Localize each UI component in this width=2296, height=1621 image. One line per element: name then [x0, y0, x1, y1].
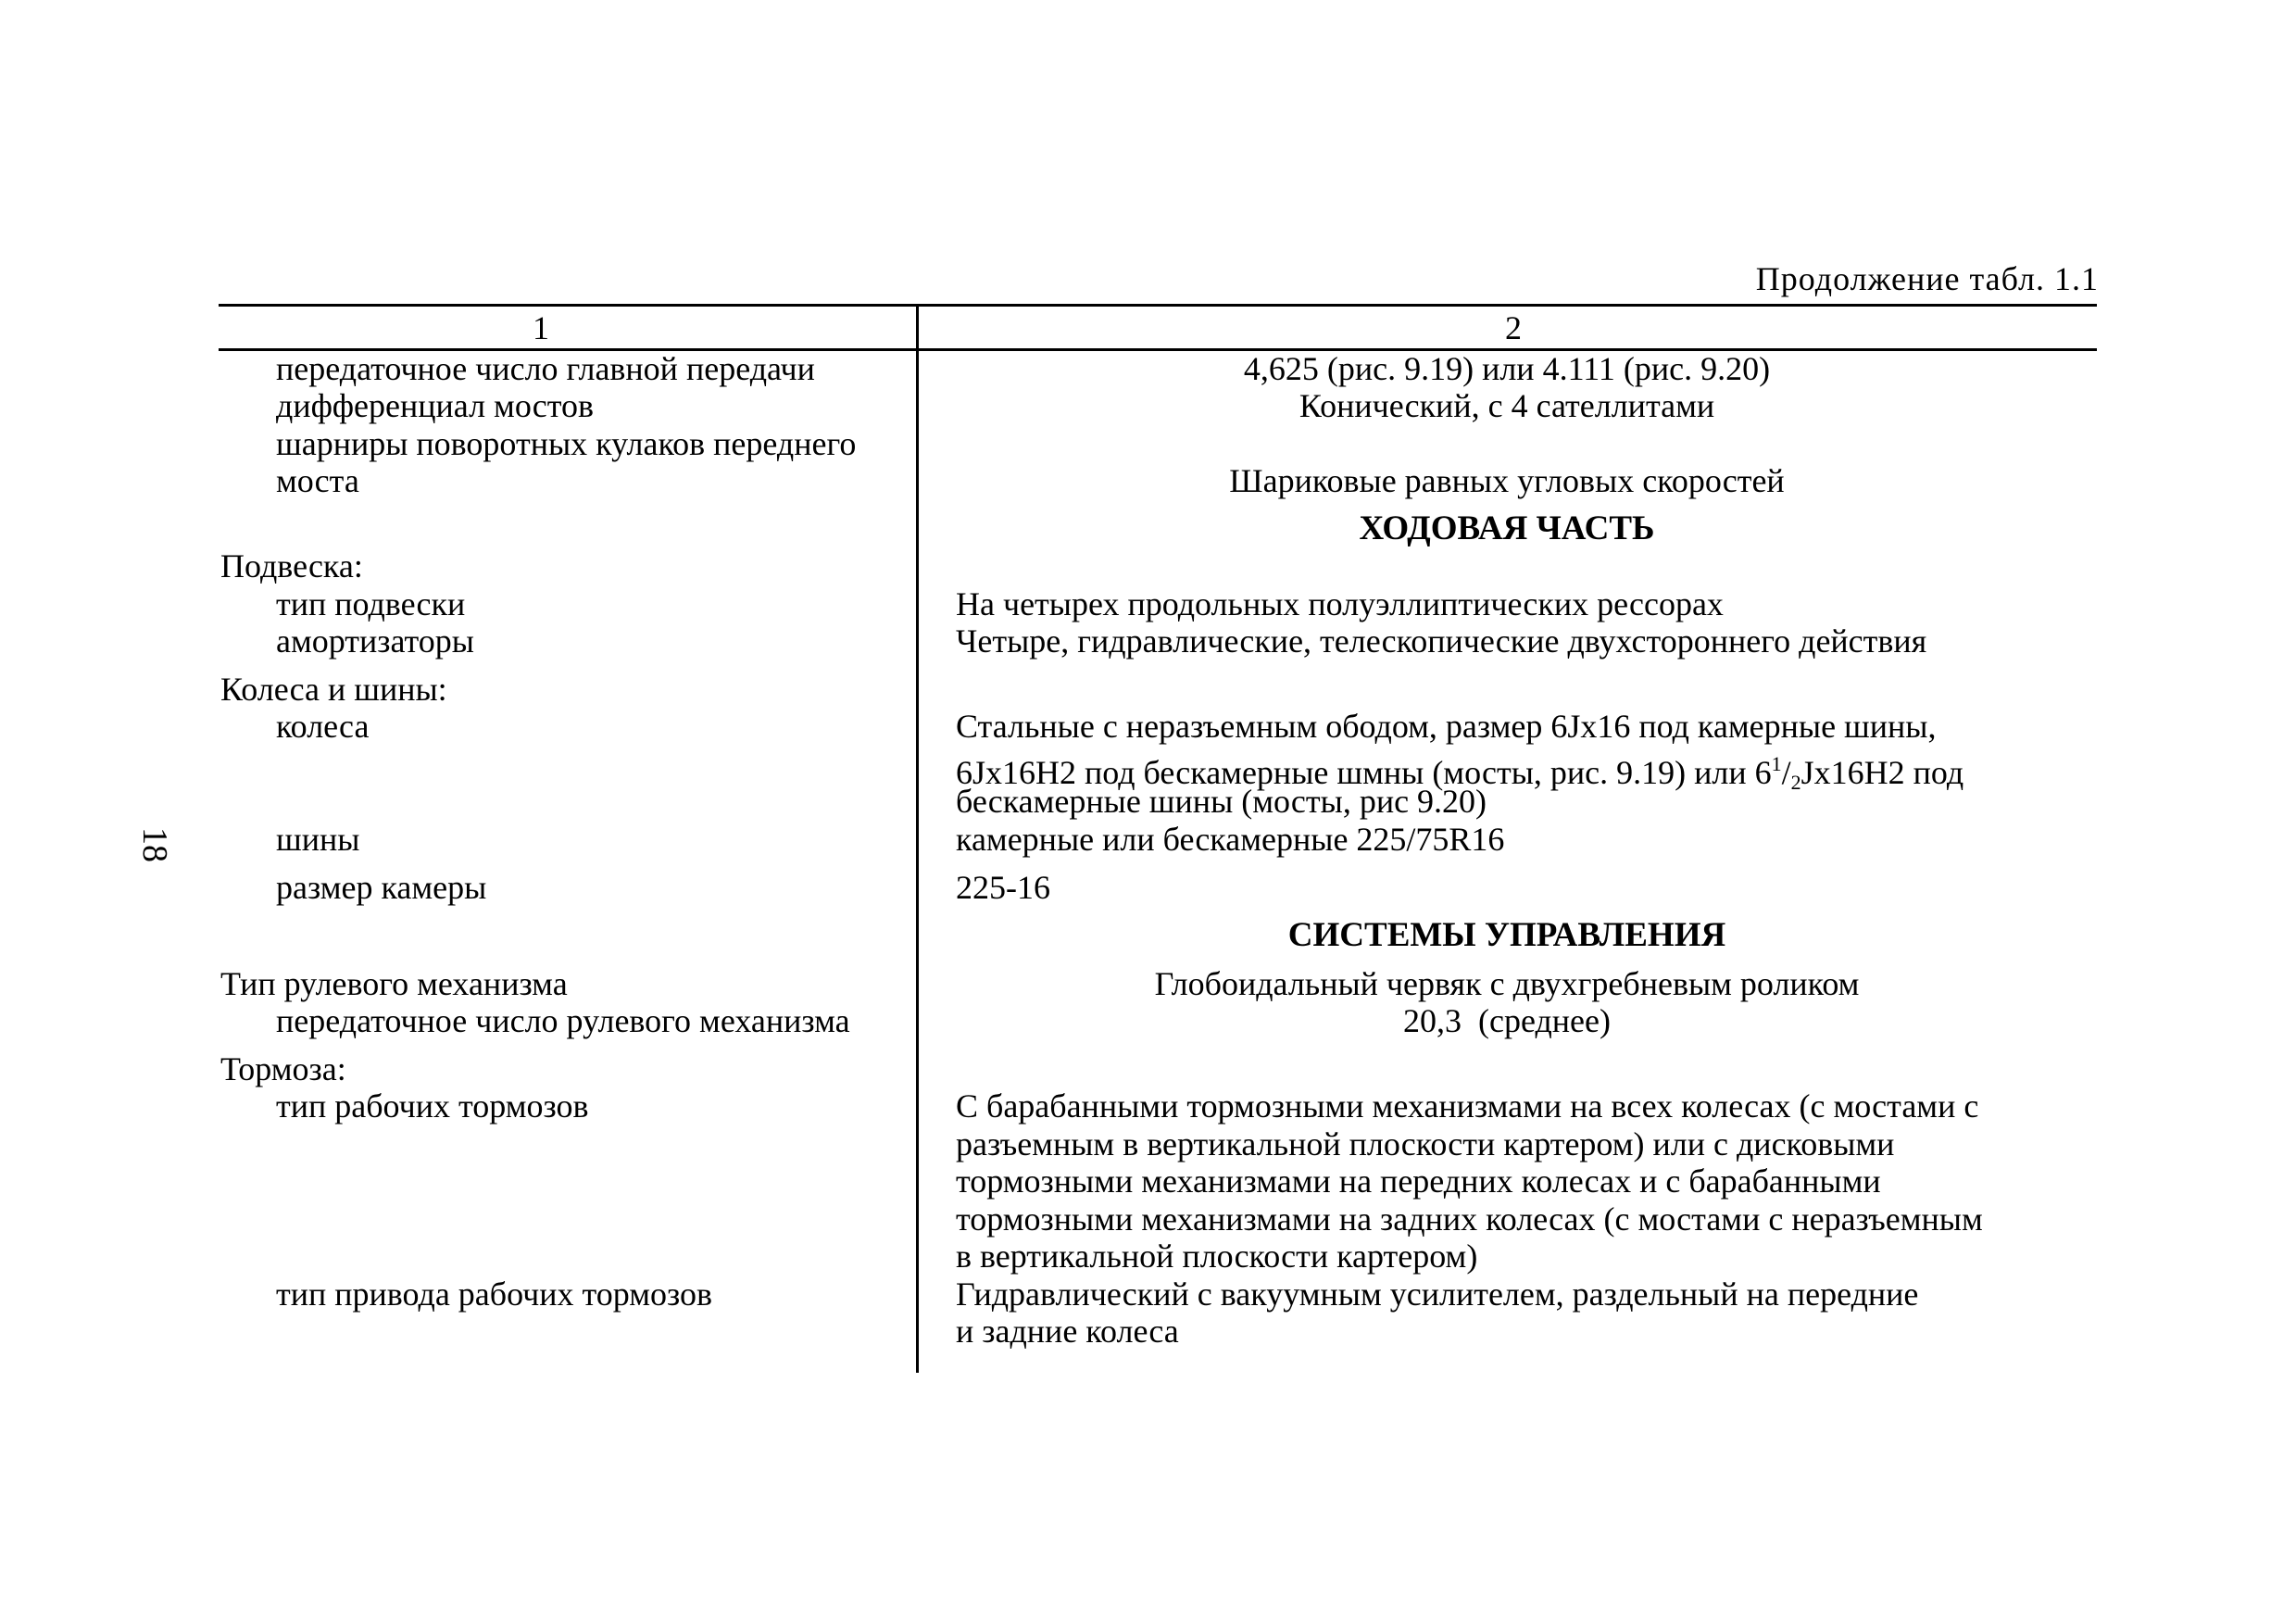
row-label-suspension-type: тип подвески — [276, 585, 466, 622]
group-label-wheels-tires: Колеса и шины: — [220, 671, 447, 708]
wheels-line2-tail: Jx16H2 под — [1800, 754, 1964, 791]
row-label-steering-type: Тип рулевого механизма — [220, 965, 568, 1002]
row-value-wheels-line3: бескамерные шины (мосты, рис 9.20) — [956, 783, 1487, 820]
row-value-shock-absorbers: Четыре, гидравлические, телескопические двухстороннего действия — [956, 622, 1927, 660]
row-label-brake-drive: тип привода рабочих тормозов — [276, 1275, 713, 1313]
row-label-differential: дифференциал мостов — [276, 387, 594, 424]
row-label-service-brakes: тип рабочих тормозов — [276, 1087, 589, 1125]
row-value-steering-ratio: 20,3 (среднее) — [1403, 1002, 1611, 1039]
row-value-tube-size: 225-16 — [956, 869, 1050, 906]
table-continuation-caption: Продолжение табл. 1.1 — [1755, 260, 2099, 297]
row-value-wheels-line1: Стальные с неразъемным ободом, размер 6Jx16 под камерные шины, — [956, 708, 1937, 745]
page-number: 18 — [135, 827, 174, 862]
section-heading-running-gear: ХОДОВАЯ ЧАСТЬ — [1359, 509, 1655, 547]
row-value-main-gear-ratio: 4,625 (рис. 9.19) или 4.111 (рис. 9.20) — [1243, 350, 1771, 387]
fraction-slash: / — [1781, 754, 1791, 791]
row-value-tires: камерные или бескамерные 225/75R16 — [956, 821, 1505, 858]
row-label-shock-absorbers: амортизаторы — [276, 622, 474, 660]
row-value-service-brakes-line3: тормозными механизмами на передних колесах и с барабанными — [956, 1162, 1881, 1200]
row-label-joints-line2: моста — [276, 462, 359, 499]
row-value-service-brakes-line5: в вертикальной плоскости картером) — [956, 1238, 1478, 1275]
row-value-suspension-type: На четырех продольных полуэллиптических рессорах — [956, 585, 1724, 622]
column-header-1: 1 — [533, 309, 549, 346]
row-label-tires: шины — [276, 821, 360, 858]
section-heading-controls: СИСТЕМЫ УПРАВЛЕНИЯ — [1287, 916, 1726, 954]
row-label-tube-size: размер камеры — [276, 869, 487, 906]
row-label-wheels: колеса — [276, 708, 370, 745]
row-label-joints-line1: шарниры поворотных кулаков переднего — [276, 425, 857, 462]
wheels-line2-text: 6Jx16H2 под бескамерные шмны (мосты, рис. 9.19) или 6 — [956, 754, 1772, 791]
row-value-brake-drive-line1: Гидравлический с вакуумным усилителем, раздельный на передние — [956, 1275, 1919, 1313]
row-value-steering-type: Глобоидальный червяк с двухгребневым роликом — [1154, 965, 1860, 1002]
row-value-differential: Конический, с 4 сателлитами — [1299, 387, 1715, 424]
row-value-brake-drive-line2: и задние колеса — [956, 1313, 1179, 1350]
row-value-service-brakes-line1: С барабанными тормозными механизмами на всех колесах (с мостами с — [956, 1087, 1979, 1125]
row-value-service-brakes-line2: разъемным в вертикальной плоскости картером) или с дисковыми — [956, 1125, 1895, 1162]
fraction-numerator: 1 — [1771, 752, 1782, 775]
fraction-denominator: 2 — [1790, 771, 1801, 794]
group-label-suspension: Подвеска: — [220, 547, 363, 584]
group-label-brakes: Тормоза: — [220, 1050, 346, 1087]
row-value-joints: Шариковые равных угловых скоростей — [1229, 462, 1785, 499]
table-top-rule — [219, 304, 2097, 307]
column-header-2: 2 — [1505, 309, 1522, 346]
row-label-main-gear-ratio: передаточное число главной передачи — [276, 350, 815, 387]
row-value-service-brakes-line4: тормозными механизмами на задних колесах (с мостами с неразъемным — [956, 1200, 1983, 1238]
row-label-steering-ratio: передаточное число рулевого механизма — [276, 1002, 850, 1039]
